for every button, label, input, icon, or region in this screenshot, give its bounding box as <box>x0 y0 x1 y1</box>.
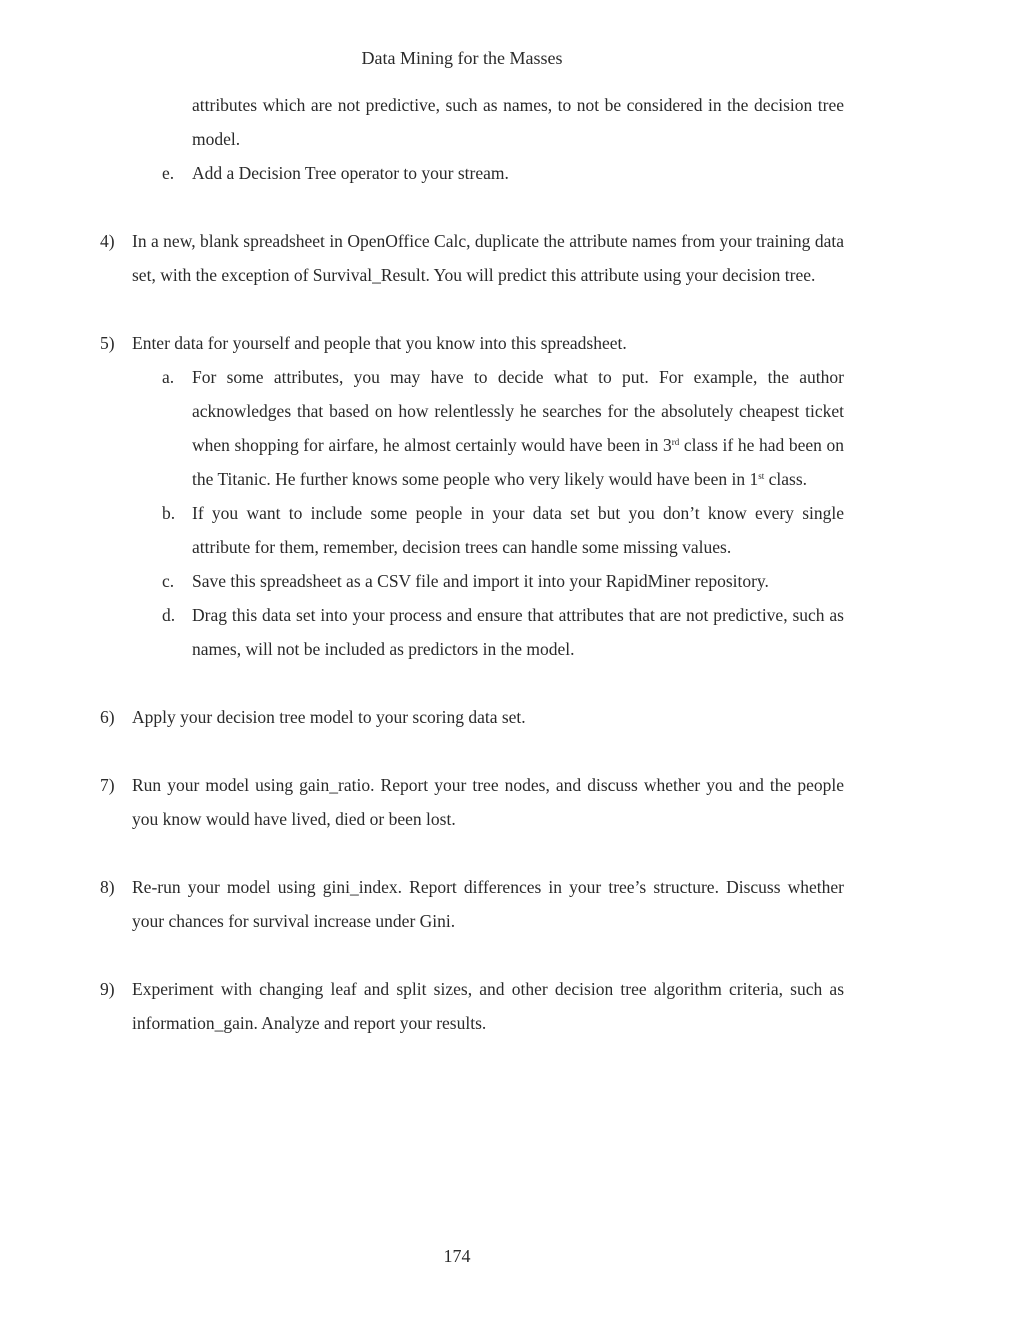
header-title: Data Mining for the Masses <box>361 48 563 68</box>
subitem-text: Drag this data set into your process and ensure that attributes that are not predictive, such as names, will not be included as predictors in the model. <box>192 605 844 659</box>
item-text: Run your model using gain_ratio. Report your tree nodes, and discuss whether you and the people you know would have lived, died or been lost. <box>132 775 844 829</box>
subitem-text: Add a Decision Tree operator to your stream. <box>192 163 509 183</box>
subitem-letter: b. <box>162 503 176 523</box>
subitem-c <box>100 564 844 598</box>
list-item-6 <box>100 700 844 734</box>
subitem-letter: e. <box>162 163 175 183</box>
subitem-text: Save this spreadsheet as a CSV file and import it into your RapidMiner repository. <box>192 571 769 591</box>
subitem-text-part2: class if he had been on the Titanic. He further knows some people who very likely would have been in 1 <box>192 435 844 489</box>
subitem-text: If you want to include some people in your data set but you don’t know every single attribute for them, remember, decision trees can handle some missing values. <box>192 503 844 557</box>
page-number: 174 <box>443 1246 471 1266</box>
item-number: 9) <box>100 979 115 999</box>
subitem-text-part1: For some attributes, you may have to decide what to put. For example, the author acknowledges that based on how relentlessly he searches for the absolutely cheapest ticket when shopping for airfare, he almost certainly would have been in 3 <box>192 367 844 455</box>
item-number: 7) <box>100 775 115 795</box>
list-item-4 <box>100 224 844 292</box>
subitem-e <box>100 156 844 190</box>
item-number: 5) <box>100 333 115 353</box>
list-item-8 <box>100 870 844 938</box>
item-number: 8) <box>100 877 115 897</box>
subitem-letter: d. <box>162 605 176 625</box>
item-text: Experiment with changing leaf and split sizes, and other decision tree algorithm criteria, such as information_gain. Analyze and report your results. <box>132 979 844 1033</box>
item-text: Apply your decision tree model to your scoring data set. <box>132 707 526 727</box>
item-number: 4) <box>100 231 115 251</box>
item-text: In a new, blank spreadsheet in OpenOffice Calc, duplicate the attribute names from your training data set, with the exception of Survival_Result. You will predict this attribute using your decision tree. <box>132 231 844 285</box>
subitem-letter: a. <box>162 367 175 387</box>
item-number: 6) <box>100 707 115 727</box>
subitem-letter: c. <box>162 571 175 591</box>
page-content <box>100 88 844 1040</box>
list-item-9 <box>100 972 844 1040</box>
list-item-7 <box>100 768 844 836</box>
running-header <box>0 48 1024 69</box>
subitem-text-part3: class. <box>764 469 808 489</box>
superscript-rd: rd <box>671 437 680 447</box>
subitem-b <box>100 496 844 564</box>
list-item-5 <box>100 326 844 360</box>
item-text: Re-run your model using gini_index. Report differences in your tree’s structure. Discuss whether your chances for survival increase under Gini. <box>132 877 844 931</box>
subitem-a <box>100 360 844 496</box>
continued-paragraph: attributes which are not predictive, such as names, to not be considered in the decision tree model. <box>192 95 844 149</box>
superscript-st: st <box>758 471 765 481</box>
subitem-d <box>100 598 844 666</box>
item-text: Enter data for yourself and people that you know into this spreadsheet. <box>132 333 627 353</box>
page-footer <box>0 1246 1024 1267</box>
